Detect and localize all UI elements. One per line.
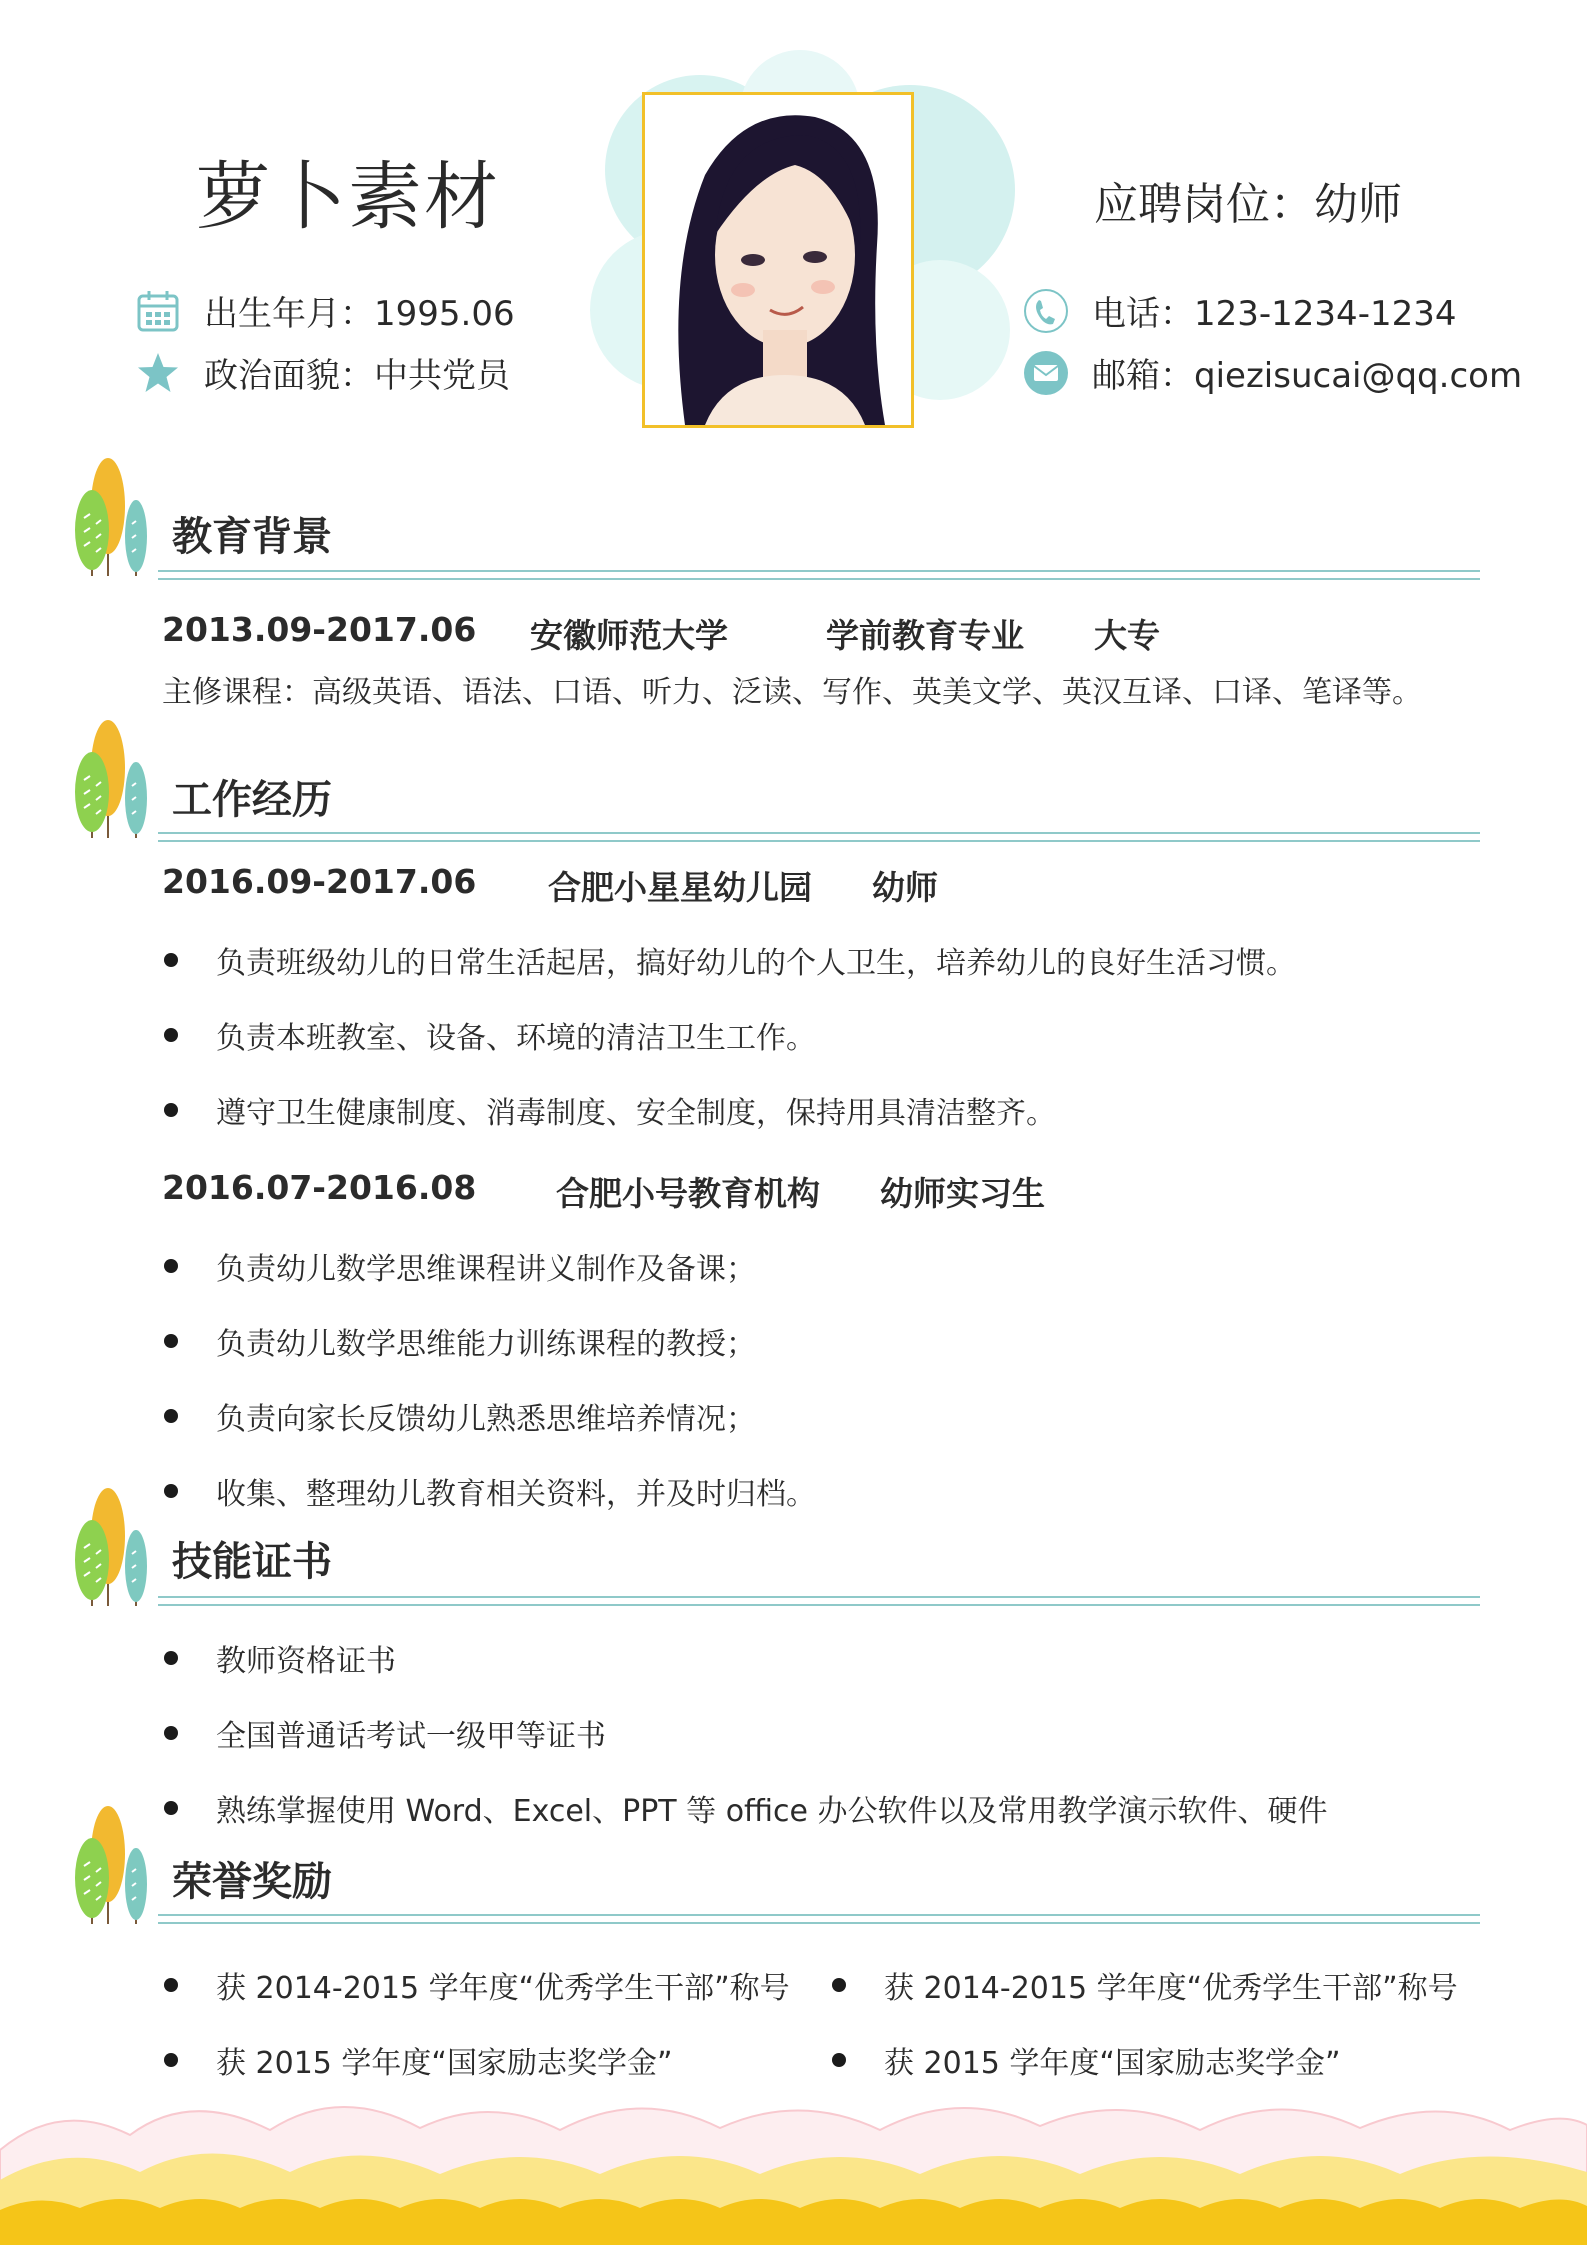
- education-title: 教育背景: [172, 514, 332, 560]
- job-period: 2016.09-2017.06: [162, 862, 477, 901]
- email-info: [1022, 348, 1522, 397]
- edu-school: 安徽师范大学: [530, 616, 728, 655]
- list-item: 负责向家长反馈幼儿熟悉思维培养情况；: [164, 1394, 756, 1438]
- bullet-icon: [164, 1484, 178, 1498]
- star-icon: [134, 349, 182, 397]
- politics-text: 政治面貌：中共党员: [204, 356, 510, 396]
- skills-title: 技能证书: [172, 1539, 332, 1585]
- job-org: 合肥小号教育机构: [556, 1174, 820, 1213]
- list-item: 获 2015 学年度“国家励志奖学金”: [832, 2038, 1341, 2082]
- bullet-icon: [164, 2053, 178, 2067]
- politics-info: [134, 348, 510, 397]
- section-divider: [158, 1596, 1480, 1606]
- bullet-icon: [164, 1726, 178, 1740]
- phone-info: [1022, 286, 1457, 335]
- tree-icon: [70, 458, 154, 580]
- tree-icon: [70, 1488, 154, 1610]
- applicant-name: 萝卜素材: [196, 154, 500, 240]
- section-divider: [158, 832, 1480, 842]
- list-item: 获 2015 学年度“国家励志奖学金”: [164, 2038, 673, 2082]
- bullet-icon: [164, 1103, 178, 1117]
- list-item: 负责幼儿数学思维能力训练课程的教授；: [164, 1319, 756, 1363]
- edu-degree: 大专: [1094, 616, 1160, 655]
- job-org: 合肥小星星幼儿园: [548, 868, 812, 907]
- work-title: 工作经历: [172, 777, 332, 823]
- list-item: 负责本班教室、设备、环境的清洁卫生工作。: [164, 1013, 816, 1057]
- job-role: 幼师实习生: [880, 1174, 1045, 1213]
- calendar-icon: [134, 287, 182, 335]
- list-item: 全国普通话考试一级甲等证书: [164, 1711, 606, 1755]
- tree-icon: [70, 720, 154, 842]
- bullet-icon: [164, 1334, 178, 1348]
- honors-title: 荣誉奖励: [172, 1859, 332, 1905]
- phone-icon: [1022, 287, 1070, 335]
- bullet-icon: [832, 2053, 846, 2067]
- list-item: 遵守卫生健康制度、消毒制度、安全制度，保持用具清洁整齐。: [164, 1088, 1056, 1132]
- email-text[interactable]: 邮箱：qiezisucai@qq.com: [1092, 356, 1523, 396]
- phone-text[interactable]: 电话：123-1234-1234: [1092, 294, 1457, 334]
- bullet-icon: [164, 1801, 178, 1815]
- job-period: 2016.07-2016.08: [162, 1168, 477, 1207]
- edu-courses: 主修课程：高级英语、语法、口语、听力、泛读、写作、英美文学、英汉互译、口译、笔译等。: [162, 675, 1422, 710]
- job-role: 幼师: [872, 868, 938, 907]
- bullet-icon: [164, 1409, 178, 1423]
- list-item: 熟练掌握使用 Word、Excel、PPT 等 office 办公软件以及常用教学演示软件、硬件: [164, 1786, 1328, 1830]
- section-divider: [158, 1914, 1480, 1924]
- bullet-icon: [164, 1651, 178, 1665]
- job-title: 应聘岗位：幼师: [1094, 179, 1402, 230]
- edu-major: 学前教育专业: [826, 616, 1024, 655]
- footer-clouds: [0, 2080, 1587, 2245]
- profile-photo: [642, 92, 914, 428]
- tree-icon: [70, 1806, 154, 1928]
- list-item: 负责幼儿数学思维课程讲义制作及备课；: [164, 1244, 756, 1288]
- list-item: 获 2014-2015 学年度“优秀学生干部”称号: [832, 1963, 1458, 2007]
- bullet-icon: [164, 1259, 178, 1273]
- bullet-icon: [164, 1978, 178, 1992]
- mail-icon: [1022, 349, 1070, 397]
- list-item: 负责班级幼儿的日常生活起居，搞好幼儿的个人卫生，培养幼儿的良好生活习惯。: [164, 938, 1296, 982]
- list-item: 获 2014-2015 学年度“优秀学生干部”称号: [164, 1963, 790, 2007]
- birth-info: [134, 286, 515, 335]
- bullet-icon: [164, 1028, 178, 1042]
- bullet-icon: [164, 953, 178, 967]
- list-item: 收集、整理幼儿教育相关资料，并及时归档。: [164, 1469, 816, 1513]
- list-item: 教师资格证书: [164, 1636, 396, 1680]
- bullet-icon: [832, 1978, 846, 1992]
- edu-period: 2013.09-2017.06: [162, 610, 477, 649]
- birth-text: 出生年月：1995.06: [204, 294, 515, 334]
- section-divider: [158, 570, 1480, 580]
